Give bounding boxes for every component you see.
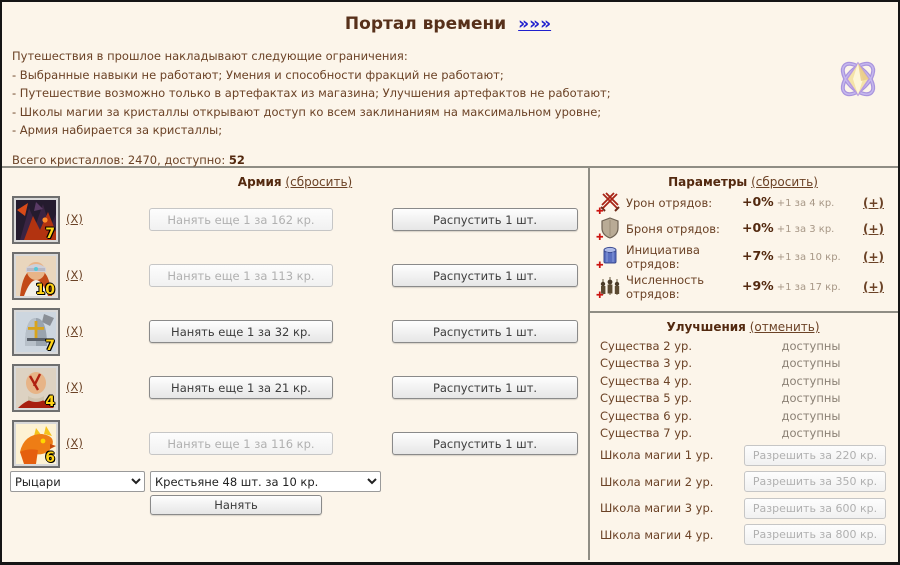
param-value-bold: +0% xyxy=(742,194,774,209)
remove-unit-link[interactable]: (X) xyxy=(66,436,83,450)
param-value-bold: +0% xyxy=(742,220,774,235)
params-reset-link[interactable]: (сбросить) xyxy=(751,175,818,189)
param-value-bold: +9% xyxy=(742,278,774,293)
school-upgrade-label: Школа магии 1 ур. xyxy=(600,448,714,463)
restriction-line: - Армия набирается за кристаллы; xyxy=(12,123,223,137)
param-value-bold: +7% xyxy=(742,248,774,263)
hire-button[interactable]: Нанять еще 1 за 116 кр. xyxy=(149,432,333,455)
black-dragon-portrait xyxy=(12,196,60,244)
right-panel xyxy=(590,168,898,560)
army-header xyxy=(2,168,588,189)
remove-unit-link[interactable]: (X) xyxy=(66,268,83,282)
param-cost: +1 за 10 кр. xyxy=(776,252,841,263)
param-value xyxy=(742,196,858,210)
restriction-line: Путешествия в прошлое накладывают следующие ограничения: xyxy=(12,49,408,63)
school-upgrade-label: Школа магии 3 ур. xyxy=(600,501,714,516)
params-title: Параметры xyxy=(668,175,748,189)
param-increase-link[interactable]: (+) xyxy=(862,196,884,210)
creature-upgrades xyxy=(600,337,886,442)
elder-mage-portrait xyxy=(12,252,60,300)
param-row-damage xyxy=(596,191,890,215)
param-value xyxy=(742,250,858,264)
creature-upgrade-status: доступны xyxy=(781,426,841,441)
creature-upgrade-status: доступны xyxy=(781,373,841,388)
school-upgrade-label: Школа магии 2 ур. xyxy=(600,474,714,489)
unit-count: 6 xyxy=(45,450,55,466)
param-cost: +1 за 4 кр. xyxy=(776,198,835,209)
school-upgrades xyxy=(600,442,886,548)
crystals-summary xyxy=(12,153,884,167)
unit-count: 7 xyxy=(45,338,55,354)
upgrades-cancel-link[interactable]: (отменить) xyxy=(749,320,820,334)
unit-select[interactable] xyxy=(150,471,381,492)
army-row-phoenix xyxy=(2,416,588,472)
army-reset-link[interactable]: (сбросить) xyxy=(285,175,353,189)
param-row-numbers xyxy=(596,273,890,301)
hire-main-button[interactable]: Нанять xyxy=(150,495,322,515)
page-title-text: Портал времени xyxy=(344,14,507,34)
hire-button[interactable]: Нанять еще 1 за 32 кр. xyxy=(149,320,333,343)
param-value xyxy=(742,280,858,294)
remove-unit-link[interactable]: (X) xyxy=(66,212,83,226)
restrictions-text xyxy=(12,47,884,140)
dismiss-button[interactable]: Распустить 1 шт. xyxy=(392,432,578,455)
creature-upgrade-label: Существа 7 ур. xyxy=(600,426,692,441)
portal-crystal-icon xyxy=(834,55,882,103)
upgrades-header xyxy=(600,313,886,334)
armor-icon xyxy=(596,217,623,243)
page-header xyxy=(2,2,898,168)
creature-upgrade-row xyxy=(600,355,886,373)
dismiss-button[interactable]: Распустить 1 шт. xyxy=(392,376,578,399)
param-increase-link[interactable]: (+) xyxy=(862,280,884,294)
school-upgrade-label: Школа магии 4 ур. xyxy=(600,527,714,542)
remove-unit-link[interactable]: (X) xyxy=(66,380,83,394)
school-allow-button[interactable]: Разрешить за 220 кр. xyxy=(744,445,886,466)
dismiss-button[interactable]: Распустить 1 шт. xyxy=(392,264,578,287)
restriction-line: - Школы магии за кристаллы открывают доступ ко всем заклинаниям на максимальном уровне; xyxy=(12,104,602,119)
page-title xyxy=(12,14,884,34)
army-title: Армия xyxy=(237,175,282,189)
creature-upgrade-row xyxy=(600,407,886,425)
unit-count: 4 xyxy=(45,394,55,410)
school-allow-button[interactable]: Разрешить за 350 кр. xyxy=(744,471,886,492)
param-row-initiative xyxy=(596,243,890,271)
creature-upgrade-label: Существа 6 ур. xyxy=(600,408,692,423)
school-allow-button[interactable]: Разрешить за 800 кр. xyxy=(744,524,886,545)
unit-count: 10 xyxy=(35,282,55,298)
knight-portrait xyxy=(12,308,60,356)
params-header xyxy=(596,168,890,189)
creature-upgrade-row xyxy=(600,425,886,443)
unit-count: 7 xyxy=(45,226,55,242)
plus-badge-icon: ✚ xyxy=(596,207,604,217)
school-upgrade-row xyxy=(600,495,886,522)
remove-unit-link[interactable]: (X) xyxy=(66,324,83,338)
main-area xyxy=(2,168,898,560)
numbers-icon xyxy=(596,275,623,301)
army-panel xyxy=(2,168,590,560)
param-value xyxy=(742,222,858,236)
plus-badge-icon: ✚ xyxy=(596,233,604,243)
param-label: Инициатива отрядов: xyxy=(626,243,700,271)
param-label: Численность отрядов: xyxy=(626,273,704,301)
school-upgrade-row xyxy=(600,442,886,469)
upgrades-panel xyxy=(590,313,898,560)
param-increase-link[interactable]: (+) xyxy=(862,222,884,236)
army-row-elder-mage xyxy=(2,248,588,304)
creature-upgrade-status: доступны xyxy=(781,408,841,423)
initiative-icon xyxy=(596,245,623,271)
crystals-label: Всего кристаллов: 2470, доступно: xyxy=(12,152,229,167)
dismiss-button[interactable]: Распустить 1 шт. xyxy=(392,320,578,343)
faction-select[interactable] xyxy=(10,471,145,492)
creature-upgrade-status: доступны xyxy=(781,391,841,406)
monk-portrait xyxy=(12,364,60,412)
params-panel xyxy=(590,168,898,313)
crystals-available-value: 52 xyxy=(228,152,245,167)
army-row-black-dragon xyxy=(2,192,588,248)
creature-upgrade-status: доступны xyxy=(781,338,841,353)
restriction-line: - Выбранные навыки не работают; Умения и способности фракций не работают; xyxy=(12,67,504,82)
creature-upgrade-label: Существа 2 ур. xyxy=(600,338,692,353)
army-rows xyxy=(2,192,588,472)
param-row-armor xyxy=(596,217,890,241)
upgrades-title: Улучшения xyxy=(666,320,746,334)
hire-button[interactable]: Нанять еще 1 за 21 кр. xyxy=(149,376,333,399)
army-row-knight xyxy=(2,304,588,360)
creature-upgrade-row xyxy=(600,337,886,355)
param-increase-link[interactable]: (+) xyxy=(862,250,884,264)
creature-upgrade-row xyxy=(600,390,886,408)
restriction-line: - Путешествие возможно только в артефактах из магазина; Улучшения артефактов не работают; xyxy=(12,86,611,100)
dismiss-button[interactable]: Распустить 1 шт. xyxy=(392,208,578,231)
param-cost: +1 за 17 кр. xyxy=(776,282,841,293)
creature-upgrade-row xyxy=(600,372,886,390)
damage-icon xyxy=(596,191,623,217)
school-upgrade-row xyxy=(600,469,886,496)
creature-upgrade-label: Существа 4 ур. xyxy=(600,373,692,388)
title-more-link[interactable]: »»» xyxy=(518,14,552,34)
param-cost: +1 за 3 кр. xyxy=(776,224,835,235)
school-allow-button[interactable]: Разрешить за 600 кр. xyxy=(744,498,886,519)
param-label: Броня отрядов: xyxy=(626,222,720,236)
creature-upgrade-status: доступны xyxy=(781,356,841,371)
creature-upgrade-label: Существа 5 ур. xyxy=(600,391,692,406)
creature-upgrade-label: Существа 3 ур. xyxy=(600,356,692,371)
hire-button[interactable]: Нанять еще 1 за 113 кр. xyxy=(149,264,333,287)
param-label: Урон отрядов: xyxy=(626,196,713,210)
phoenix-portrait xyxy=(12,420,60,468)
hire-button[interactable]: Нанять еще 1 за 162 кр. xyxy=(149,208,333,231)
plus-badge-icon: ✚ xyxy=(596,291,604,301)
plus-badge-icon: ✚ xyxy=(596,261,604,271)
school-upgrade-row xyxy=(600,522,886,549)
army-row-monk xyxy=(2,360,588,416)
